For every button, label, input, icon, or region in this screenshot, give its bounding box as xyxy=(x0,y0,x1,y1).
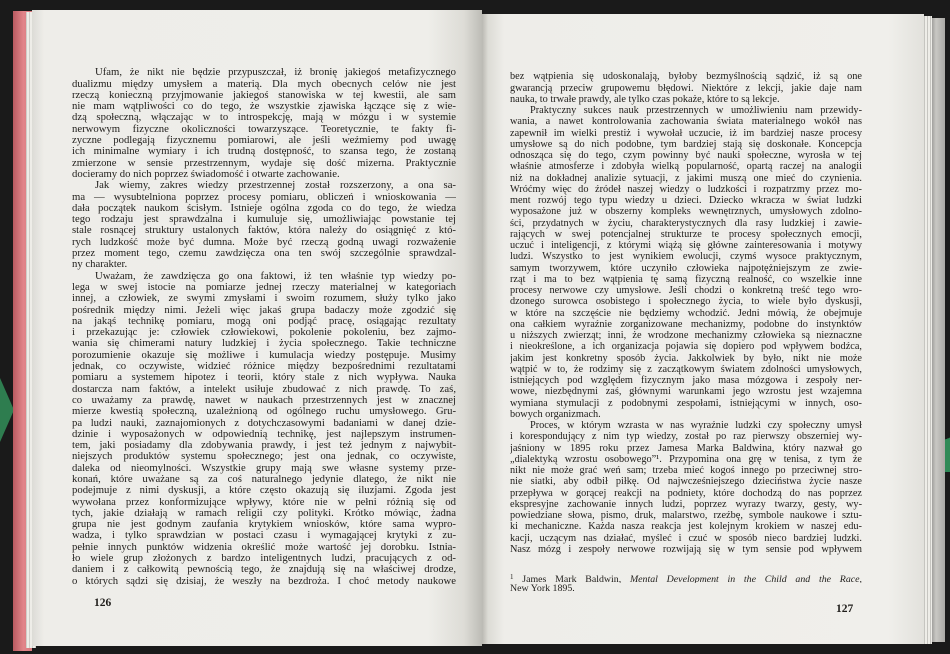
text-line: wymiana stymulacji z podobnymi zespołami, istniejącymi w innych, oso- xyxy=(510,397,862,409)
paragraph xyxy=(72,180,456,270)
text-line: „dialektyką wzrostu osobowego”¹. Przypomina ona grę w tenisa, z tym że xyxy=(510,453,862,465)
text-line: pośrednik między nimi. Jeżeli więc jakaś grupa badaczy może zgodzić się xyxy=(72,304,456,316)
text-line: rząt i ma to bez wątpienia tę samą fizyczną realność, co wszelkie inne xyxy=(510,273,862,285)
text-line: Praktyczny sukces nauk przestrzennych w umożliwieniu nam przewidy- xyxy=(530,105,862,117)
text-line: nikt nie może grać weń sam; trzeba mieć kogoś innego po przeciwnej stro- xyxy=(510,465,862,477)
text-line: i nieokreślone, a ich organizacja pojawia się dopiero pod wpływem bodźca, xyxy=(510,341,862,353)
footnote-line xyxy=(510,583,862,594)
text-line: bez wątpienia się udoskonalają, byłoby bezmyślnością sądzić, iż są one xyxy=(510,71,862,83)
text-line: innej, a człowiek, ze swymi zmysłami i swoim rozumem, służy tylko jako xyxy=(72,293,456,305)
text-line: tem, jaki posiadamy dla zdobywania prawdy, i jest też jednym z najwybit- xyxy=(72,440,456,452)
text-line: powiedziane słowa, pismo, druk, malarstwo, rzeźbę, symbole naukowe i sztu- xyxy=(510,510,862,522)
text-line: co uważamy za prawdę, nawet w naukach przestrzennych jest w znacznej xyxy=(72,394,456,406)
text-line: grupa nie jest godnym zaufania krytykiem wniosków, które sama wypro- xyxy=(72,519,456,531)
text-line: nie siatki, aby odbił piłkę. Od najwcześniejszego dzieciństwa życie nasze xyxy=(510,476,862,488)
text-line: uczuć i inteligencji, z którymi wiążą się główne zainteresowania i motywy xyxy=(510,240,862,252)
text-line: dzonego surowca osobistego i społecznego życia, to wiele było dyskusji, xyxy=(510,296,862,308)
text-line: tych, jakie działają w ramach religii czy polityki. Krótko mówiąc, żadna xyxy=(72,507,456,519)
footnote-imprint: New York 1895. xyxy=(510,583,575,594)
text-line: nie mam wątpliwości co do tego, że wszystkie zjawiska łączące się z wie- xyxy=(72,101,456,113)
body-text xyxy=(510,71,862,555)
text-line: ona całkiem wyraźnie zorganizowane mechanizmy, podobne do instynktów xyxy=(510,318,862,330)
page-number: 126 xyxy=(94,597,112,609)
text-line: jednak, co oczywiste, widzieć różnice między bezpośrednimi rezultatami xyxy=(72,361,456,373)
book-cover-edge-right xyxy=(930,18,945,642)
paragraph xyxy=(510,105,862,420)
text-line: konań, które uważane są za coś naturalnego jedynie dlatego, że nikt nie xyxy=(72,473,456,485)
text-line: Uważam, że zawdzięcza go ona faktowi, iż ten właśnie typ wiedzy po- xyxy=(95,270,456,282)
text-line: nauka, to trwałe prawdy, ale tylko czas pokaże, które to są lekcje. xyxy=(510,93,780,105)
text-line: kacji, uczącym nas działać, myśleć i czuć w sposób nieco bardziej ludzki. xyxy=(510,532,862,544)
text-line: gwarancją przeciw grupowemu błędowi. Niektóre z lekcji, jakie daje nam xyxy=(510,82,862,94)
footnote-punct: , xyxy=(859,574,862,583)
text-line: Wróćmy więc do źródeł naszej wiedzy o ludzkości i rozpatrzmy przez mo- xyxy=(510,183,862,195)
text-line: dzinie i wyposażonych w odpowiednią technikę, jest najlepszym instrumen- xyxy=(72,428,456,440)
footnote-author: James Mark Baldwin, xyxy=(522,574,622,583)
text-line: na jakąś technikę pomiaru, mogą oni podjąć pracę, osiągając rezultaty xyxy=(72,315,456,327)
text-line: ekspresyjne zachowanie innych ludzi, poprzez wyrazy twarzy, gesty, wy- xyxy=(510,498,862,510)
text-line: rających w swej potencjalnej strukturze te procesy społecznych emocji, xyxy=(510,228,862,240)
text-line: daleka od nieomylności. Wszystkie grupy mają swe własne systemy prze- xyxy=(72,462,456,474)
page-number: 127 xyxy=(836,603,854,615)
text-line: ści, przydatnych w życiu, charakterystycznych dla rasy ludzkiej i zawie- xyxy=(510,217,862,229)
text-line: ny charakter. xyxy=(72,259,128,271)
text-line: ma — wysubtelniona poprzez procesy pomiaru, obliczeń i wnioskowania — xyxy=(72,191,456,203)
paragraph xyxy=(510,420,862,555)
text-line: docieramy do nich poprzez świadomość i otwarte zachowanie. xyxy=(72,168,340,180)
paragraph xyxy=(510,71,862,105)
footnote-title: Mental Development in the Child and the Race xyxy=(629,574,860,583)
text-line: ludzi. Wszystko to jest wynikiem ewolucji, czymś wysoce praktycznym, xyxy=(510,251,862,263)
text-line: ich minimalne wymiary i ich trudną dostępność, to szansa tego, że zostaną xyxy=(72,146,456,158)
body-text xyxy=(72,67,456,587)
text-line: w które na szczęście nie będziemy wchodzić. Jedni mówią, że obejmuje xyxy=(510,307,862,319)
text-line: i korespondujący z nim typ wiedzy, został po raz pierwszy obszerniej wy- xyxy=(510,431,862,443)
text-line: mierze kwestią społeczną, uzależnioną od ogólnego ruchu umysłowego. Gru- xyxy=(72,406,456,418)
text-line: odnosząca się do tego, czym powinny być nauki społeczne, wyrosła w tej xyxy=(510,150,862,162)
footnote-line xyxy=(510,572,862,583)
text-line: procesy nerwowe czy umysłowe. Jeśli chodzi o konkretną treść tego wro- xyxy=(510,285,862,297)
text-line: dała początek naukom ścisłym. Istnieje ogólna zgoda co do tego, że wiedza xyxy=(72,202,456,214)
text-line: pomiaru a systemem hipotez i teorii, który stale z nich wypływa. Nauka xyxy=(72,372,456,384)
text-line: przez moment tego, czemu zawdzięcza ona ten swój szczególnie sprawdzal- xyxy=(72,248,456,260)
text-line: ło wiele grup złożonych z bardzo inteligentnych ludzi, pracujących z od- xyxy=(72,553,456,565)
book-page-left xyxy=(32,10,482,646)
text-line: wania, a nawet kontrolowania zachowania świata materialnego wokół nas xyxy=(510,116,862,128)
text-line: rych ludzkość może być dumna. Może być rzeczą godną uwagi rozważenie xyxy=(72,236,456,248)
text-line: tego rodzaju jest sprawdzalna i kumuluje się, umożliwiając powstanie tej xyxy=(72,214,456,226)
text-line: o których sądzi się dzisiaj, że weszły na bezdroża. I choć metody naukowe xyxy=(72,575,456,587)
text-line: zmierzone w sensie przestrzennym, wydaje się dość mizerna. Praktycznie xyxy=(72,157,456,169)
text-line: i przekazując je: człowiek człowiekowi, pokolenie pokoleniu, bez zajmo- xyxy=(72,327,456,339)
text-line: wowe, niezbędnymi zaś, głównymi warunkami jego wzrostu jest wzajemna xyxy=(510,386,862,398)
text-line: wyposażone już w obszerny kompleks wewnętrznych, umysłowych zdolno- xyxy=(510,206,862,218)
text-line: umysłowe są do nich podobne, tym bardziej stają się doskonałe. Koncepcja xyxy=(510,138,862,150)
text-line: niejszych produktów systemu społecznego; jest ona jednak, co oczywiste, xyxy=(72,451,456,463)
text-line: wania się chimerami natury ludzkiej i życia społecznego. Takie techniczne xyxy=(72,338,456,350)
text-line: samym tworzywem, które uczyniło człowieka najpotężniejszym ze zwie- xyxy=(510,262,862,274)
text-line: bowych organizmach. xyxy=(510,408,601,420)
paragraph xyxy=(72,271,456,587)
text-line: lega w swej istocie na pomiarze jednej rzeczy materialnej w kategoriach xyxy=(72,281,456,293)
text-line: Proces, w którym wzrasta w nas wyraźnie ludzki czy społeczny umysł xyxy=(530,420,862,432)
text-line: pełnie innych punktów widzenia określić może wartość jej dorobku. Istnia- xyxy=(72,541,456,553)
text-line: Jak wiemy, zakres wiedzy przestrzennej został rozszerzony, a ona sa- xyxy=(95,180,456,192)
footnote-marker: 1 xyxy=(510,573,514,581)
text-line: ki mechaniczne. Każda nasza reakcja jest kolejnym krokiem w naszej edu- xyxy=(510,521,862,533)
text-line: dzą społeczną, włączając w to introspekcję, mają w mózgu i w systemie xyxy=(72,112,456,124)
text-line: istniejących pod względem fizycznym jako masa mózgowa i zespoły ner- xyxy=(510,375,862,387)
text-line: stale rosnącej struktury ustalonych faktów, która należy do osiągnięć z któ- xyxy=(72,225,456,237)
text-line: pa ludzi nauki, zaznajomionych z dotychczasowymi badaniami w danej dzie- xyxy=(72,417,456,429)
text-line: daniem i z całkowitą pewnością tego, że znajdują się na właściwej drodze, xyxy=(72,564,456,576)
text-line: dostarcza nam faktów, a intelekt usiłuje zbudować z nich prawdę. To zaś, xyxy=(72,383,456,395)
text-line: jakim jest konkretny sposób życia. Jakkolwiek by było, nikt nie może xyxy=(510,352,862,364)
text-line: Ufam, że nikt nie będzie przypuszczał, iż bronię jakiegoś metafizycznego xyxy=(95,67,456,79)
text-line: rzeczą konieczną przyjmowanie jakiegoś stanowiska w tej kwestii, ale sam xyxy=(72,89,456,101)
text-line: porozumienie okazuje się możliwe i kumulacja wiedzy postępuje. Musimy xyxy=(72,349,456,361)
text-line: ment rozwój tego typu wiedzy u dzieci. Dziecko wkracza w świat ludzki xyxy=(510,195,862,207)
text-line: przepływa w gorącej reakcji na podniety, które dochodzą do nas poprzez xyxy=(510,487,862,499)
text-line: wadza, i tylko sprawdzian w postaci czasu i wymagającej krytyki z zu- xyxy=(72,530,456,542)
background-green-shape xyxy=(0,378,14,442)
text-line: nerwowym fizyczne okoliczności towarzyszące. Teoretycznie, te fakty fi- xyxy=(72,123,456,135)
footnote xyxy=(510,572,862,594)
text-line: wątpić w to, że rodzimy się z zaczątkowym światem zdolności umysłowych, xyxy=(510,363,862,375)
paragraph xyxy=(72,67,456,180)
text-line: Nasz mózg i zespoły nerwowe rozwijają się w tym sensie pod wpływem xyxy=(510,543,862,555)
text-line: jaśniony w 1895 roku przez Jamesa Marka Baldwina, który nazwał go xyxy=(510,442,862,454)
book-page-right xyxy=(482,14,924,644)
text-line: wywołana przez konformizujące wpływy, które nie w pełni różnią się od xyxy=(72,496,456,508)
text-line: dualizmu między umysłem a materią. Dla mych obecnych celów nie jest xyxy=(72,78,456,90)
text-line: podejmuje z nimi dyskusji, a które często okazują się iluzjami. Zgoda jest xyxy=(72,485,456,497)
text-line: niż na dokładnej analizie sytuacji, z jakimi muszą one mieć do czynienia. xyxy=(510,172,862,184)
text-line: właśnie atmosferze i zdobyła wielką popularność, opartą raczej na analogii xyxy=(510,161,862,173)
text-line: u niższych zwierząt; inni, że wrodzone mechanizmy człowieka są nieznaczne xyxy=(510,330,862,342)
text-line: zyczne podlegają fizycznemu pomiarowi, ale jeśli weźmiemy pod uwagę xyxy=(72,135,456,147)
text-line: zapewnił im wielki prestiż i wywołał uczucie, iż im bardziej nasze procesy xyxy=(510,127,862,139)
